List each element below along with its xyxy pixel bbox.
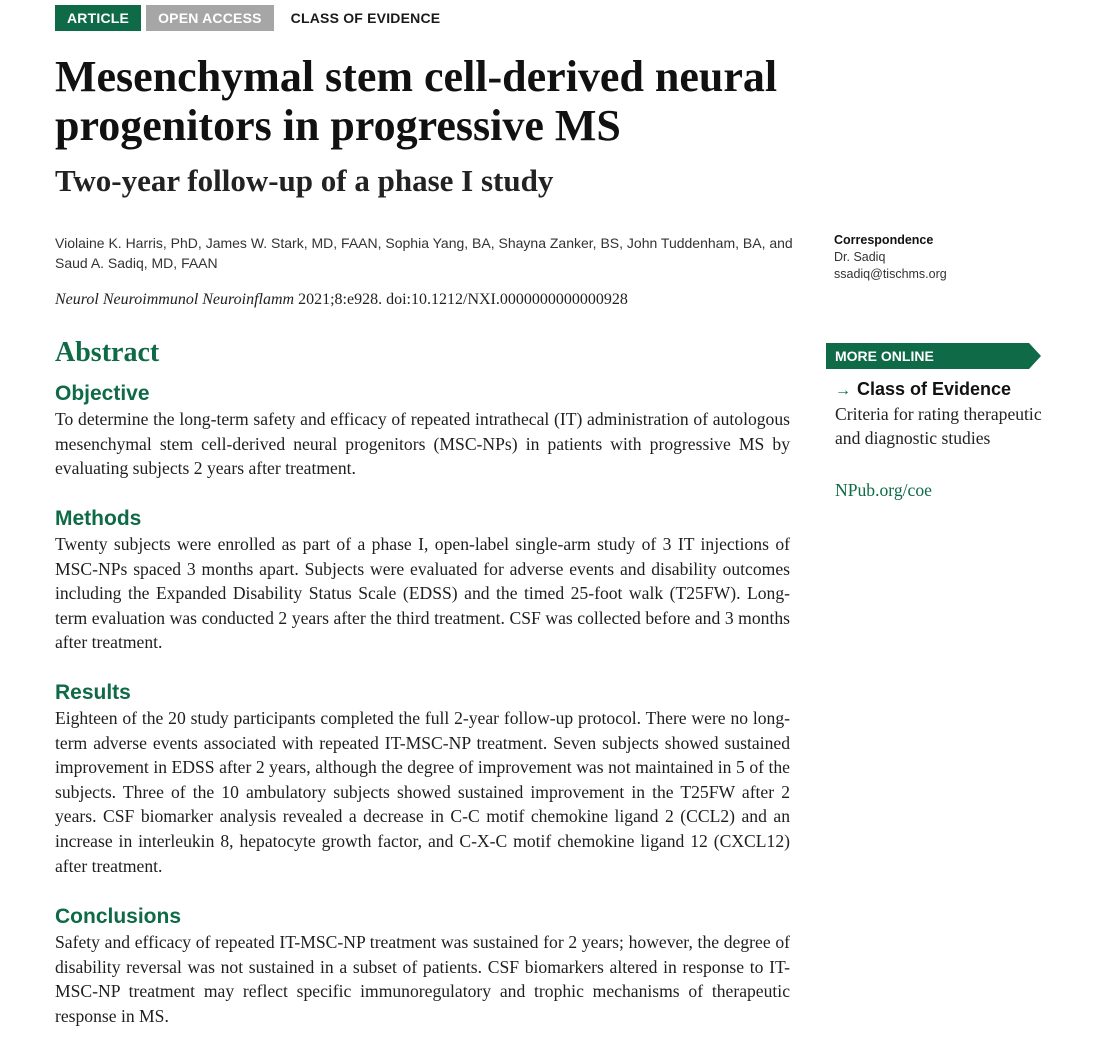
author-list: Violaine K. Harris, PhD, James W. Stark, MD, FAAN, Sophia Yang, BA, Shayna Zanker, BS, John Tuddenham, BA, and Saud A. Sadiq, MD, FAAN <box>55 235 793 271</box>
abstract-methods <box>55 506 790 655</box>
section-text: Safety and efficacy of repeated IT-MSC-NP treatment was sustained for 2 years; however, the degree of disability reversal was not sustained in a subset of patients. CSF biomarkers altered in response to IT-MSC-NP treatment may reflect specific immunoregulatory and trophic mechanisms of therapeutic response in MS. <box>55 932 790 1026</box>
class-of-evidence-description: Criteria for rating therapeutic and diagnostic studies <box>835 404 1042 448</box>
class-of-evidence-link-label: Class of Evidence <box>857 379 1012 399</box>
class-of-evidence-url[interactable]: NPub.org/coe <box>835 480 932 500</box>
article-badges <box>55 5 457 31</box>
section-heading: Methods <box>55 507 142 530</box>
abstract-heading: Abstract <box>55 337 160 368</box>
article-badge: ARTICLE <box>55 5 141 31</box>
section-heading: Objective <box>55 382 150 405</box>
section-text: Twenty subjects were enrolled as part of a phase I, open-label single-arm study of 3 IT injections of MSC-NPs spaced 3 months apart. Subjects were evaluated for adverse events and disability outcomes including the Expanded Disability Status Scale (EDSS) and the timed 25-foot walk (T25FW). Long-term evaluation was conducted 2 years after the third treatment. CSF was collected before and 3 months after treatment. <box>55 534 790 653</box>
correspondence-label: Correspondence <box>834 233 934 247</box>
article-title: Mesenchymal stem cell-derived neural progenitors in progressive MS <box>55 52 778 150</box>
arrow-right-icon: → <box>835 382 851 399</box>
section-text: Eighteen of the 20 study participants completed the full 2-year follow-up protocol. There were no long-term adverse events associated with repeated IT-MSC-NP treatment. Seven subjects showed sustained improvement in EDSS after 2 years, although the degree of improvement was not maintained in 5 of the subjects. Three of the 10 ambulatory subjects showed sustained improvement in the T25FW after 2 years. CSF biomarker analysis revealed a decrease in C-C motif chemokine ligand 2 (CCL2) and an increase in interleukin 8, hepatocyte growth factor, and C-X-C motif chemokine ligand 12 (CXCL12) after treatment. <box>55 708 790 876</box>
section-heading: Conclusions <box>55 905 182 928</box>
class-of-evidence-link[interactable] <box>835 377 1011 403</box>
more-online-banner: MORE ONLINE <box>826 343 1029 369</box>
open-access-badge: OPEN ACCESS <box>146 5 274 31</box>
section-heading: Results <box>55 681 131 704</box>
citation-details: 2021;8:e928. doi:10.1212/NXI.0000000000000928 <box>294 291 628 308</box>
correspondence-name: Dr. Sadiq <box>834 250 886 264</box>
abstract-objective <box>55 381 790 481</box>
class-of-evidence-badge: CLASS OF EVIDENCE <box>290 10 441 26</box>
correspondence-box <box>834 232 947 283</box>
abstract-conclusions <box>55 904 790 1028</box>
journal-name: Neurol Neuroimmunol Neuroinflamm <box>55 291 295 308</box>
abstract-results <box>55 680 790 878</box>
section-text: To determine the long-term safety and efficacy of repeated intrathecal (IT) administration of autologous mesenchymal stem cell-derived neural progenitors (MSC-NPs) in patients with progressive MS by evaluating subjects 2 years after treatment. <box>55 409 790 479</box>
citation <box>55 290 815 310</box>
article-subtitle: Two-year follow-up of a phase I study <box>55 163 554 198</box>
correspondence-email[interactable]: ssadiq@tischms.org <box>834 267 947 281</box>
